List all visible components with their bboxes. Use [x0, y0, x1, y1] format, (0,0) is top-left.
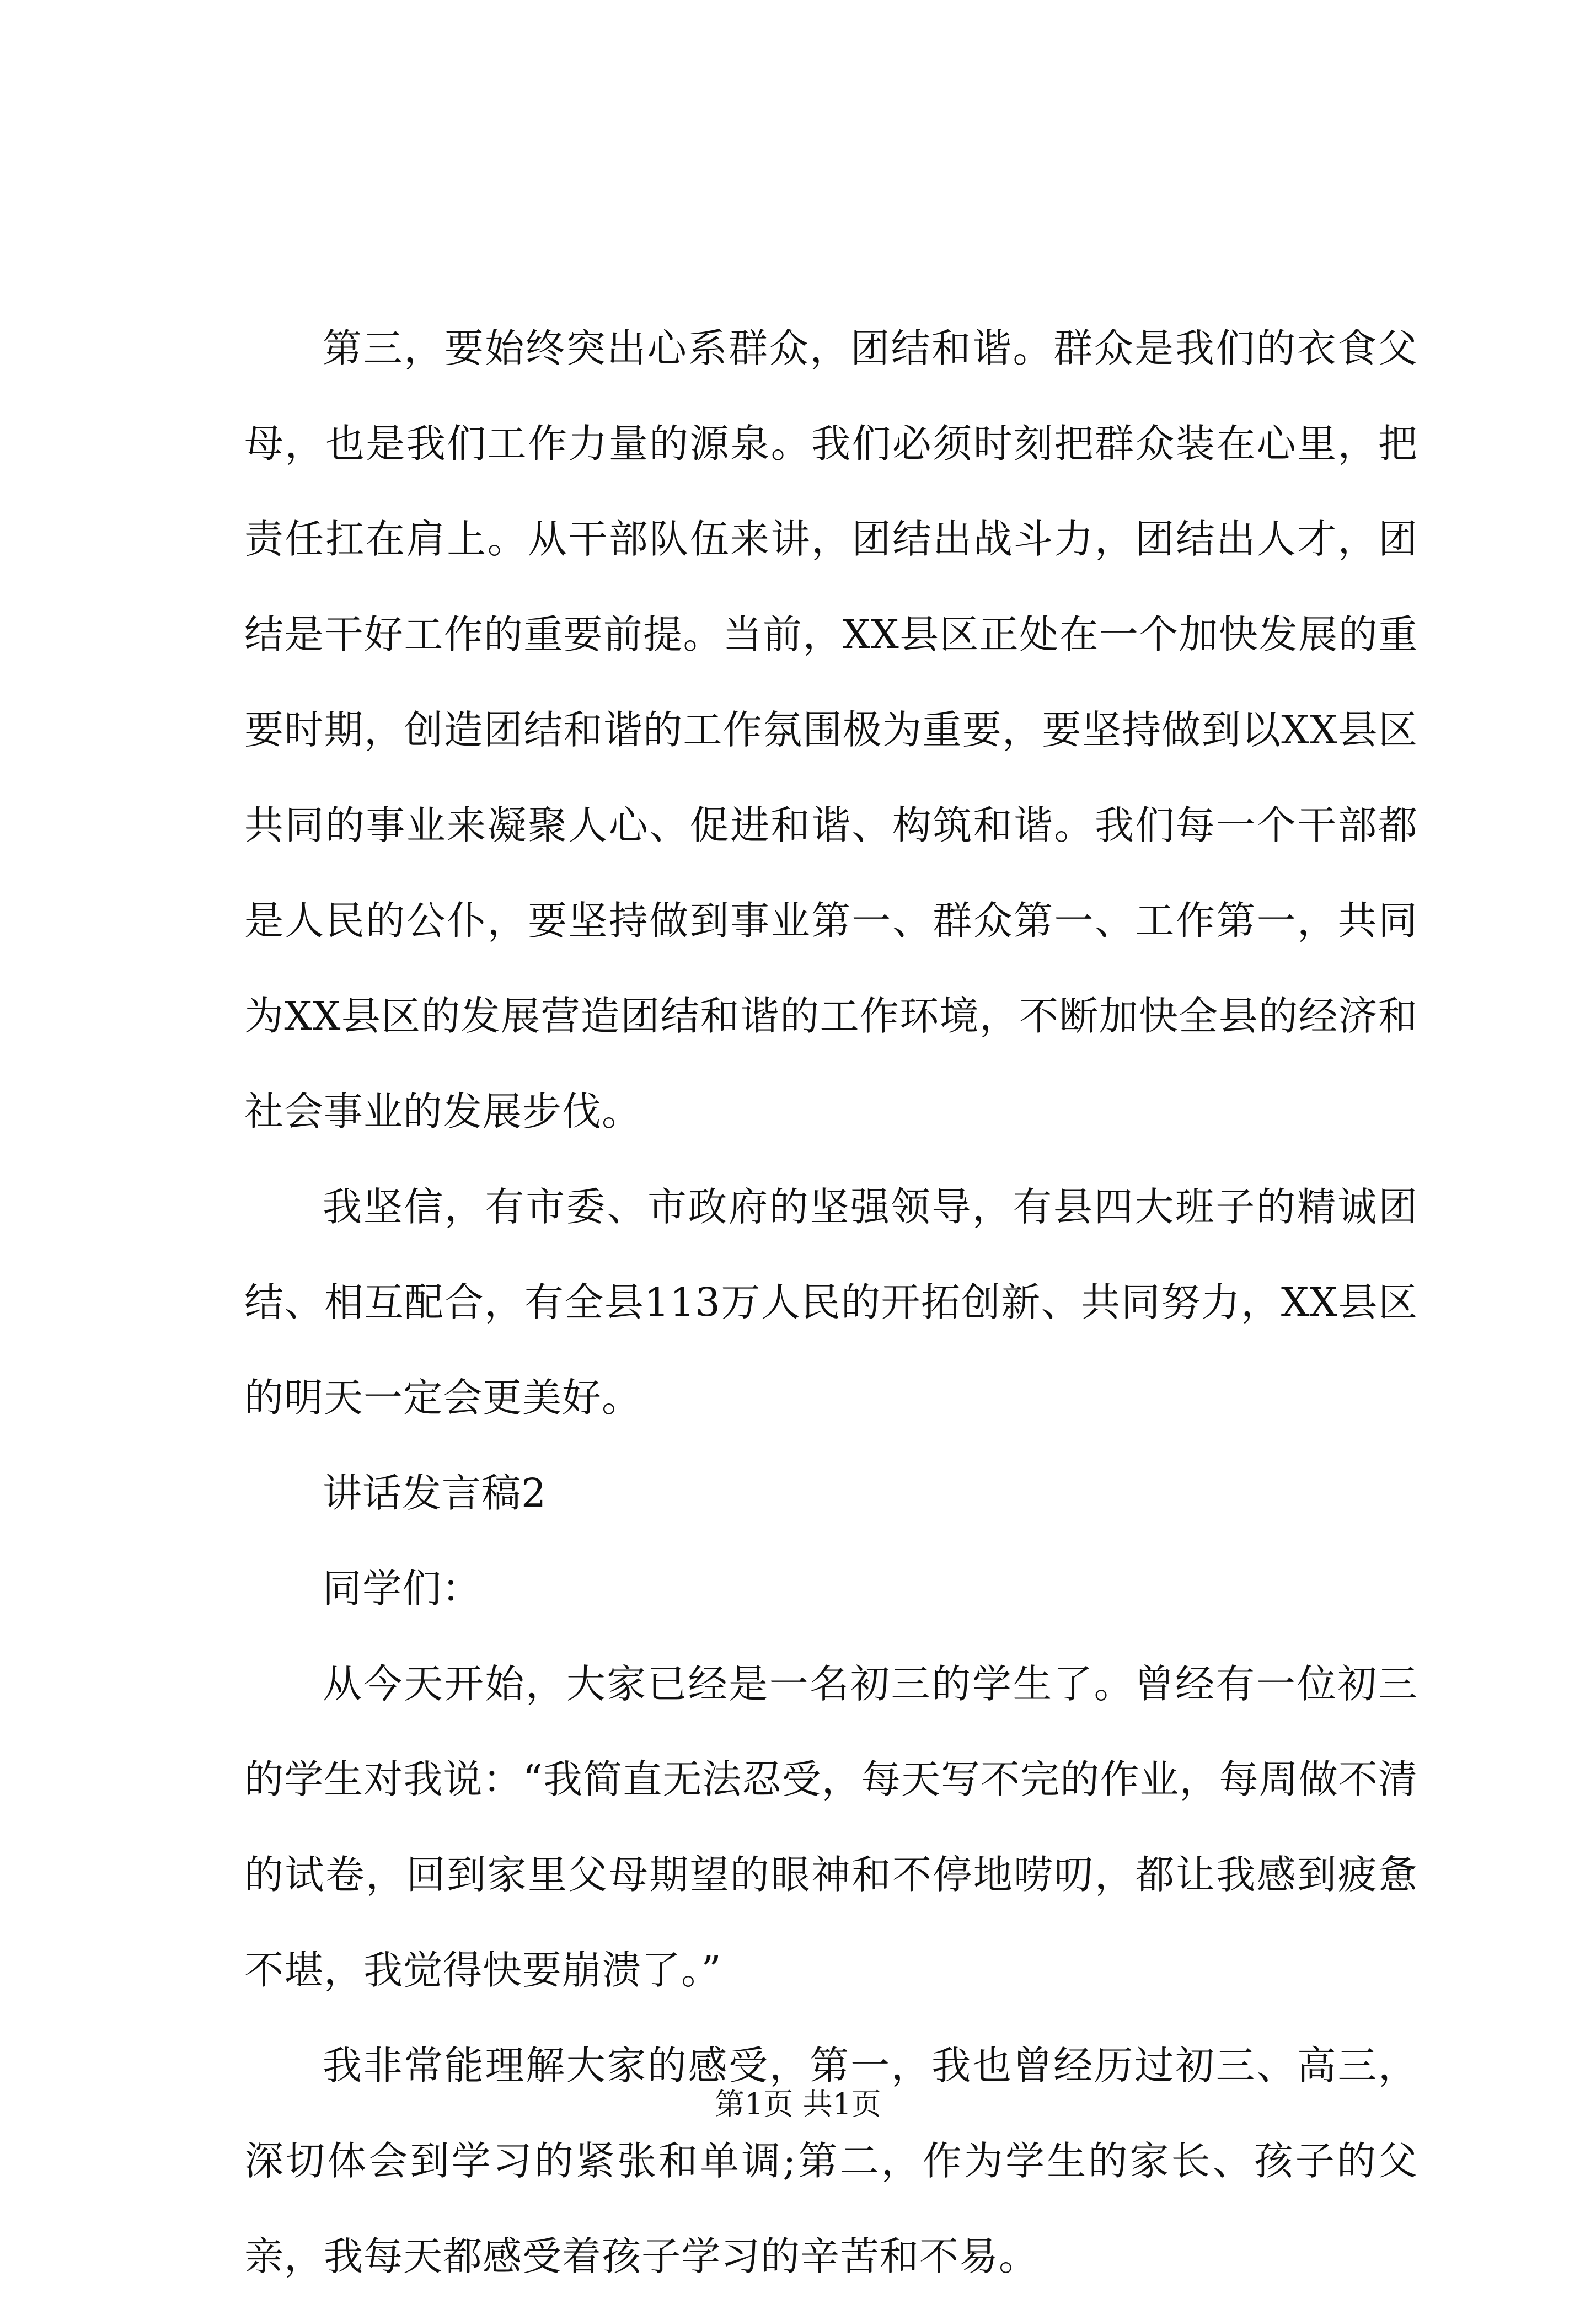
paragraph-student-quote: 从今天开始，大家已经是一名初三的学生了。曾经有一位初三的学生对我说：“我简直无法忍受，每天写不完的作业，每周做不清的试卷，回到家里父母期望的眼神和不停地唠叨，都让我感到疲惫不堪，我觉得快要崩溃了。” [244, 1661, 1418, 1993]
paragraph-unity: 第三，要始终突出心系群众，团结和谐。群众是我们的衣食父母，也是我们工作力量的源泉。我们必须时刻把群众装在心里，把责任扛在肩上。从干部队伍来讲，团结出战斗力，团结出人才，团结是干好工作的重要前提。当前，XX县区正处在一个加快发展的重要时期，创造团结和谐的工作氛围极为重要，要坚持做到以XX县区共同的事业来凝聚人心、促进和谐、构筑和谐。我们每一个干部都是人民的公仆，要坚持做到事业第一、群众第一、工作第一，共同为XX县区的发展营造团结和谐的工作环境，不断加快全县的经济和社会事业的发展步伐。 [244, 325, 1418, 1134]
paragraph-understanding: 我非常能理解大家的感受，第一，我也曾经历过初三、高三，深切体会到学习的紧张和单调;第二，作为学生的家长、孩子的父亲，我每天都感受着孩子学习的辛苦和不易。 [244, 2043, 1418, 2279]
page-footer: 第1页 共1页 [715, 2087, 881, 2121]
salutation: 同学们： [323, 1566, 482, 1611]
paragraph-belief: 我坚信，有市委、市政府的坚强领导，有县四大班子的精诚团结、相互配合，有全县113万人民的开拓创新、共同努力，XX县区的明天一定会更美好。 [244, 1184, 1418, 1421]
speech-heading: 讲话发言稿2 [323, 1470, 547, 1516]
document-body [244, 301, 1418, 2304]
